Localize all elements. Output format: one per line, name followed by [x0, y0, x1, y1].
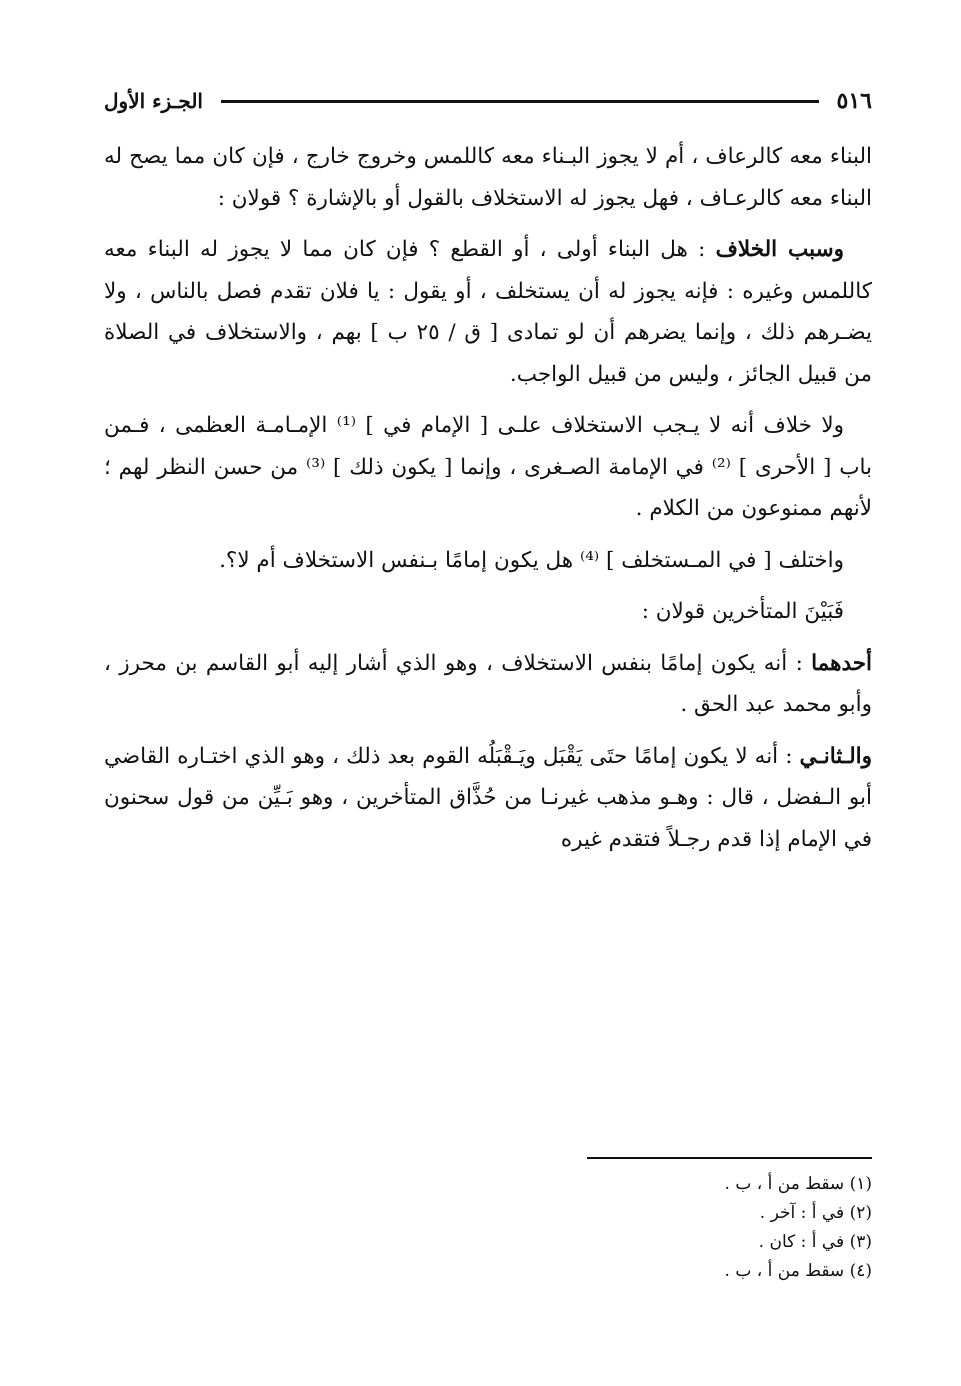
footnote-1: (١) سقط من أ ، ب . [724, 1174, 872, 1194]
running-title: الجـزء الأول [104, 89, 203, 113]
paragraph-2-lead: وسبب الخلاف [715, 237, 844, 262]
paragraph-2 [104, 229, 872, 395]
header-divider [221, 100, 819, 103]
paragraph-6-lead: أحدهما [811, 650, 872, 676]
main-text [104, 136, 872, 870]
paragraph-7 [104, 736, 872, 861]
footnote-4: (٤) سقط من أ ، ب . [724, 1261, 872, 1281]
footnote-3: (٣) في أ : كان . [758, 1232, 872, 1252]
paragraph-7-lead: والـثانـي [799, 743, 872, 769]
paragraph-7-text: : أنه لا يكون إمامًا حتَى يَقْبَل ويَـقْبَلُه القوم بعد ذلك ، وهو الذي اختـاره القاضي أبو الـفضل ، قال : وهـو مذهب غيرنـا من حُذَّاق المتأخرين ، وهو بَـيِّن من قول سحنون في الإمام إذا قدم رجـلاً فتقدم غيره [104, 743, 872, 852]
footnote-2: (٢) في أ : آخر . [759, 1203, 872, 1223]
footnote-divider [587, 1157, 872, 1159]
paragraph-2-text: : هل البناء أولى ، أو القطع ؟ فإن كان مما لا يجوز له البناء معه كاللمس وغيره : فإنه يجوز له أن يستخلف ، أو يقول : يا فلان تقدم فصل بالناس ، ولا يضـرهم ذلك ، وإنما يضرهم أن لو تمادى [ ق / ٢٥ ب ] بهم ، والاستخلاف في الصلاة من قبيل الجائز ، وليس من قبيل الواجب. [104, 237, 872, 387]
paragraph-6-text: : أنه يكون إمامًا بنفس الاستخلاف ، وهو الذي أشار إليه أبو القاسم بن محرز ، وأبو محمد عبد الحق . [104, 650, 872, 717]
footnotes [104, 1170, 872, 1286]
paragraph-3: ولا خلاف أنه لا يـجب الاستخلاف علـى [ الإمام في ] ⁽¹⁾ الإمـامـة العظمى ، فـمن باب [ الأحرى ] ⁽²⁾ في الإمامة الصـغرى ، وإنما [ يكون ذلك ] ⁽³⁾ من حسن النظر لهم ؛ لأنهم ممنوعون من الكلام . [104, 413, 873, 521]
paragraph-1: البناء معه كالرعاف ، أم لا يجوز البـناء معه كاللمس وخروج خارج ، فإن كان مما يصح له البناء معه كالرعـاف ، فهل يجوز له الاستخلاف بالقول أو بالإشارة ؟ قولان : [104, 144, 872, 211]
page-number: ٥١٦ [836, 88, 872, 114]
paragraph-5: فَبَيْنَ المتأخرين قولان : [641, 599, 844, 624]
paragraph-6 [104, 643, 872, 726]
paragraph-4: واختلف [ في المـستخلف ] ⁽⁴⁾ هل يكون إمامًا بـنفس الاستخلاف أم لا؟. [219, 547, 844, 573]
page-header [104, 84, 872, 118]
